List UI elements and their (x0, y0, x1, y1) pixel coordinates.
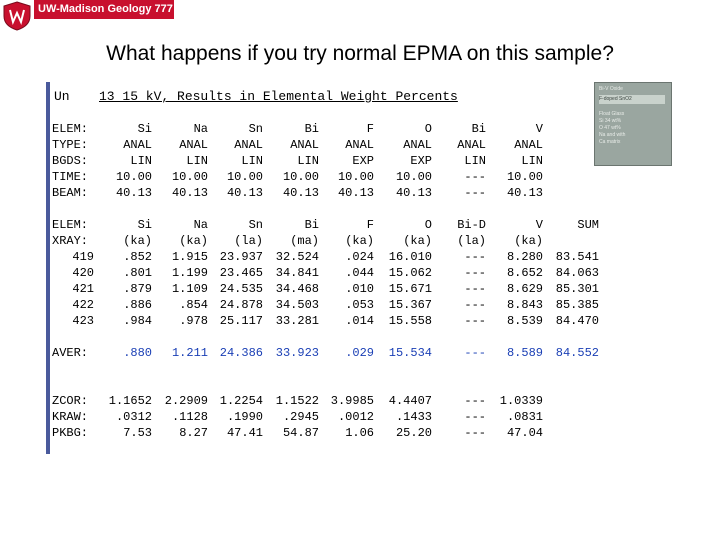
table-row (52, 122, 612, 138)
table-cell: Bi (304, 122, 319, 136)
table-cell: 40.13 (506, 186, 543, 200)
average-cell: 24.386 (219, 346, 263, 360)
table-cell: 8.27 (179, 426, 208, 440)
table-cell: LIN (130, 154, 152, 168)
table-cell: --- (464, 266, 486, 280)
table-cell: 40.13 (171, 186, 208, 200)
table-cell: ANAL (290, 138, 319, 152)
row-label: 419 (72, 250, 94, 264)
table-cell: LIN (521, 154, 543, 168)
table-row (52, 282, 612, 298)
legend-item: Na and with (599, 132, 626, 138)
course-badge: UW-Madison Geology 777 (34, 0, 174, 19)
table-cell: 4.4407 (388, 394, 432, 408)
table-row (52, 234, 612, 250)
table-cell: .014 (345, 314, 374, 328)
table-cell: 1.199 (171, 266, 208, 280)
table-row (52, 218, 612, 234)
table-cell: 3.9985 (330, 394, 374, 408)
table-cell: 10.00 (395, 170, 432, 184)
row-label: TIME: (52, 170, 89, 184)
table-cell: 1.109 (171, 282, 208, 296)
table-cell: (ka) (179, 234, 208, 248)
table-cell: .852 (123, 250, 152, 264)
table-cell: Na (193, 122, 208, 136)
table-cell: --- (464, 426, 486, 440)
table-cell: --- (464, 282, 486, 296)
table-cell: 40.13 (337, 186, 374, 200)
table-cell: 1.1522 (275, 394, 319, 408)
table-cell: 1.915 (171, 250, 208, 264)
table-cell: --- (464, 186, 486, 200)
table-row (52, 298, 612, 314)
table-cell: 15.558 (388, 314, 432, 328)
table-row (52, 266, 612, 282)
table-row (52, 314, 612, 330)
row-label: KRAW: (52, 410, 89, 424)
table-cell: 34.468 (275, 282, 319, 296)
table-cell: 40.13 (115, 186, 152, 200)
table-cell: ANAL (457, 138, 486, 152)
row-label: 420 (72, 266, 94, 280)
table-cell: (ka) (345, 234, 374, 248)
table-cell: 40.13 (226, 186, 263, 200)
table-row (52, 426, 612, 442)
table-cell: (la) (457, 234, 486, 248)
table-cell: .0312 (115, 410, 152, 424)
report-header (54, 89, 524, 107)
table-cell: 7.53 (123, 426, 152, 440)
table-cell: (ka) (123, 234, 152, 248)
table-cell: V (535, 122, 543, 136)
table-cell: 10.00 (171, 170, 208, 184)
table-cell: LIN (297, 154, 319, 168)
average-cell: 84.552 (555, 346, 599, 360)
table-cell: Na (193, 218, 208, 232)
legend-item: Bi-V Oxide (599, 86, 623, 92)
table-cell: 23.465 (219, 266, 263, 280)
row-label: 422 (72, 298, 94, 312)
table-cell: O (424, 122, 432, 136)
table-cell: 84.470 (555, 314, 599, 328)
table-cell: 15.062 (388, 266, 432, 280)
table-cell: Bi (304, 218, 319, 232)
table-cell: 10.00 (337, 170, 374, 184)
table-cell: 10.00 (226, 170, 263, 184)
table-cell: 47.04 (506, 426, 543, 440)
uw-crest-logo (0, 0, 34, 32)
table-cell: 34.841 (275, 266, 319, 280)
average-cell: 1.211 (171, 346, 208, 360)
table-cell: 25.20 (395, 426, 432, 440)
table-cell: 10.00 (115, 170, 152, 184)
table-cell: 8.652 (506, 266, 543, 280)
row-label: ELEM: (52, 122, 89, 136)
left-accent-bar (46, 82, 50, 454)
table-cell: Si (137, 122, 152, 136)
table-cell: 33.281 (275, 314, 319, 328)
table-cell: 8.843 (506, 298, 543, 312)
table-cell: 1.1652 (108, 394, 152, 408)
table-cell: 85.385 (555, 298, 599, 312)
table-cell: (ka) (403, 234, 432, 248)
table-cell: 15.671 (388, 282, 432, 296)
table-cell: 10.00 (282, 170, 319, 184)
table-row (52, 154, 612, 170)
table-cell: (ma) (290, 234, 319, 248)
average-cell: --- (464, 346, 486, 360)
table-cell: .1990 (226, 410, 263, 424)
table-cell: 8.280 (506, 250, 543, 264)
table-cell: ANAL (179, 138, 208, 152)
table-cell: 1.2254 (219, 394, 263, 408)
table-cell: 10.00 (506, 170, 543, 184)
table-cell: .0831 (506, 410, 543, 424)
table-cell: .044 (345, 266, 374, 280)
table-cell: 8.539 (506, 314, 543, 328)
table-cell: SUM (577, 218, 599, 232)
table-cell: .024 (345, 250, 374, 264)
table-cell: 47.41 (226, 426, 263, 440)
table-cell: .984 (123, 314, 152, 328)
table-cell: --- (464, 250, 486, 264)
table-cell: 40.13 (282, 186, 319, 200)
table-cell: .886 (123, 298, 152, 312)
table-cell: Si (137, 218, 152, 232)
un-label: Un (54, 89, 70, 104)
table-cell: (ka) (514, 234, 543, 248)
average-cell: .029 (345, 346, 374, 360)
average-cell: 33.923 (275, 346, 319, 360)
table-cell: 85.301 (555, 282, 599, 296)
table-cell: .978 (179, 314, 208, 328)
table-cell: (la) (234, 234, 263, 248)
average-label: AVER: (52, 346, 89, 360)
table-row (52, 138, 612, 154)
table-cell: .854 (179, 298, 208, 312)
table-row (52, 394, 612, 410)
average-cell: 15.534 (388, 346, 432, 360)
table-cell: EXP (352, 154, 374, 168)
table-cell: .2945 (282, 410, 319, 424)
table-cell: ANAL (403, 138, 432, 152)
legend-item: F-doped SnO2 (599, 96, 632, 102)
table-row (52, 170, 612, 186)
table-cell: 84.063 (555, 266, 599, 280)
table-cell: 8.629 (506, 282, 543, 296)
table-cell: 32.524 (275, 250, 319, 264)
average-cell: .880 (123, 346, 152, 360)
table-cell: Sn (248, 218, 263, 232)
table-cell: .879 (123, 282, 152, 296)
report-heading: 13 15 kV, Results in Elemental Weight Percents (99, 89, 458, 104)
table-cell: 2.2909 (164, 394, 208, 408)
row-label: BEAM: (52, 186, 89, 200)
row-label: ELEM: (52, 218, 89, 232)
table-cell: --- (464, 394, 486, 408)
table-cell: .1433 (395, 410, 432, 424)
table-cell: .0012 (337, 410, 374, 424)
table-row (52, 410, 612, 426)
table-row (52, 250, 612, 266)
row-label: ZCOR: (52, 394, 89, 408)
table-cell: LIN (186, 154, 208, 168)
table-cell: 25.117 (219, 314, 263, 328)
table-cell: --- (464, 170, 486, 184)
row-label: 421 (72, 282, 94, 296)
table-cell: ANAL (514, 138, 543, 152)
table-cell: O (424, 218, 432, 232)
legend-item: O 47 wt% (599, 125, 621, 131)
table-cell: 40.13 (395, 186, 432, 200)
table-cell: .1128 (171, 410, 208, 424)
row-label: TYPE: (52, 138, 89, 152)
table-cell: 15.367 (388, 298, 432, 312)
table-cell: LIN (241, 154, 263, 168)
table-cell: 54.87 (282, 426, 319, 440)
table-row (52, 186, 612, 202)
row-label: BGDS: (52, 154, 89, 168)
legend-panel (594, 82, 672, 166)
table-cell: 1.06 (345, 426, 374, 440)
table-cell: F (366, 122, 374, 136)
row-label: XRAY: (52, 234, 89, 248)
table-cell: .801 (123, 266, 152, 280)
table-cell: 83.541 (555, 250, 599, 264)
table-cell: 24.878 (219, 298, 263, 312)
table-cell: 24.535 (219, 282, 263, 296)
table-cell: ANAL (234, 138, 263, 152)
table-cell: --- (464, 314, 486, 328)
table-cell: ANAL (123, 138, 152, 152)
table-cell: --- (464, 298, 486, 312)
slide-title: What happens if you try normal EPMA on this sample? (106, 42, 614, 65)
table-cell: 1.0339 (499, 394, 543, 408)
row-label: PKBG: (52, 426, 89, 440)
table-cell: --- (464, 410, 486, 424)
legend-item: Si 34 wt% (599, 118, 622, 124)
table-cell: 34.503 (275, 298, 319, 312)
table-cell: V (535, 218, 543, 232)
row-label: 423 (72, 314, 94, 328)
table-cell: .010 (345, 282, 374, 296)
legend-item: Float Glass (599, 111, 625, 117)
table-cell: F (366, 218, 374, 232)
table-cell: ANAL (345, 138, 374, 152)
table-cell: LIN (464, 154, 486, 168)
table-cell: Bi-D (457, 218, 486, 232)
table-cell: 23.937 (219, 250, 263, 264)
table-cell: EXP (410, 154, 432, 168)
table-cell: .053 (345, 298, 374, 312)
table-cell: Sn (248, 122, 263, 136)
average-cell: 8.589 (506, 346, 543, 360)
table-cell: Bi (471, 122, 486, 136)
average-row (52, 346, 612, 362)
legend-item: Ca matrix (599, 139, 621, 145)
table-cell: 16.010 (388, 250, 432, 264)
